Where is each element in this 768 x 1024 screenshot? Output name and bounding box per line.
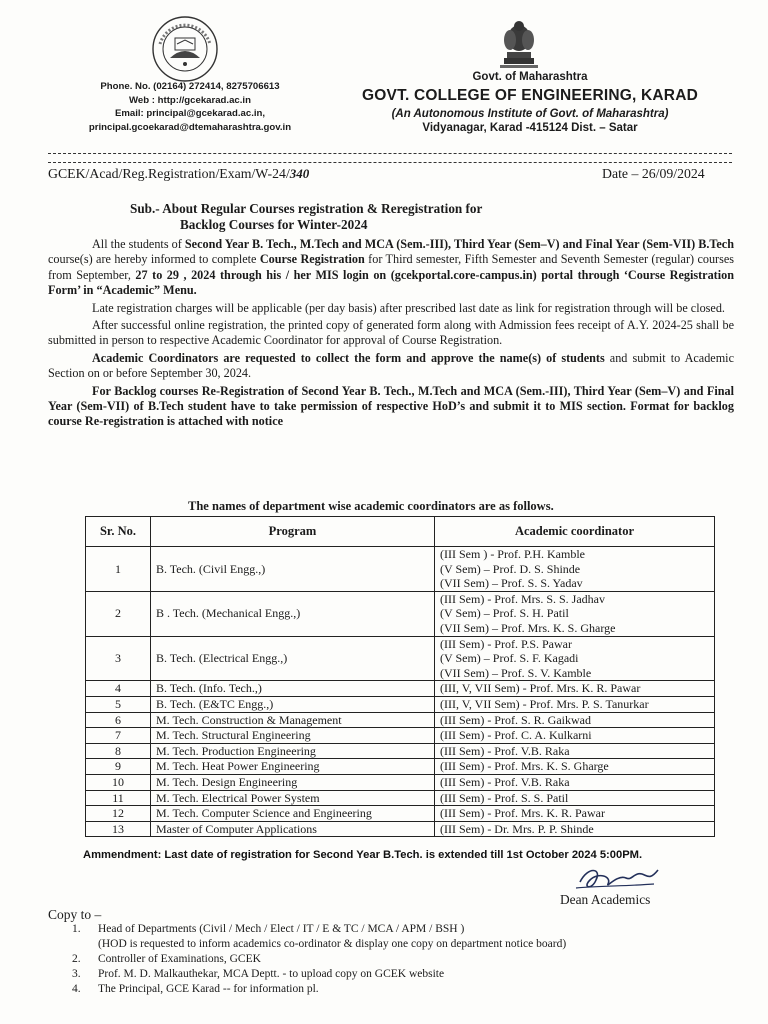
paragraph-5: For Backlog courses Re-Registration of Second Year B. Tech., M.Tech and MCA (Sem.-III), Third Year (Sem–V) and Final Year (Sem-VII) of B.Tech student have to take permission of respective HoD’s and submit it to MIS section. Format for backlog course Re-registration is attached with notice bbox=[48, 383, 734, 429]
table-row bbox=[86, 696, 715, 712]
table-row bbox=[86, 547, 715, 592]
paragraph-3: After successful online registration, the printed copy of generated form along with Admission fees receipt of A.Y. 2024-25 shall be submitted in person to respective Academic Coordinator for approval of Course Registration. bbox=[48, 318, 734, 348]
college-seal-logo bbox=[150, 14, 220, 84]
college-address: Vidyanagar, Karad -415124 Dist. – Satar bbox=[422, 122, 638, 134]
copy-to-list bbox=[72, 922, 566, 997]
signatory-title: Dean Academics bbox=[560, 892, 651, 907]
table-row bbox=[86, 759, 715, 775]
list-item: 3. Prof. M. D. Malkauthekar, MCA Deptt. - to upload copy on GCEK website bbox=[72, 968, 445, 980]
sr-no-cell: 4 bbox=[86, 681, 151, 697]
website-link[interactable]: Web : http://gcekarad.ac.in bbox=[129, 94, 251, 106]
paragraph-4: Academic Coordinators are requested to collect the form and approve the name(s) of students and submit to Academic Section on or before September 30, 2024. bbox=[48, 350, 734, 381]
contact-block bbox=[60, 80, 320, 134]
coordinator-line: (V Sem) – Prof. S. H. Patil bbox=[440, 606, 569, 621]
list-item-note: (HOD is requested to inform academics co-ordinator & display one copy on department notice board) bbox=[98, 938, 567, 950]
coordinator-line: (III, V, VII Sem) - Prof. Mrs. K. R. Pawar bbox=[440, 681, 641, 696]
table-row bbox=[86, 728, 715, 744]
sr-no-cell: 9 bbox=[86, 759, 151, 775]
table-row bbox=[86, 806, 715, 822]
coordinator-line: (III Sem) - Dr. Mrs. P. P. Shinde bbox=[440, 821, 594, 836]
subject-heading bbox=[130, 201, 482, 232]
program-cell: M. Tech. Electrical Power System bbox=[151, 790, 435, 806]
reference-number bbox=[48, 166, 309, 182]
table-row bbox=[86, 790, 715, 806]
header-coordinator: Academic coordinator bbox=[435, 517, 715, 547]
sr-no-cell: 13 bbox=[86, 821, 151, 837]
phone-number: Phone. No. (02164) 272414, 8275706613 bbox=[100, 81, 280, 92]
sr-no-cell: 12 bbox=[86, 806, 151, 822]
college-name: GOVT. COLLEGE OF ENGINEERING, KARAD bbox=[362, 87, 698, 104]
govt-label: Govt. of Maharashtra bbox=[472, 71, 588, 83]
table-row bbox=[86, 591, 715, 636]
coordinator-line: (III Sem) - Prof. V.B. Raka bbox=[440, 774, 570, 789]
coordinator-cell bbox=[435, 806, 715, 822]
state-emblem-logo bbox=[488, 14, 550, 70]
table-row bbox=[86, 743, 715, 759]
subject-line-2: Backlog Courses for Winter-2024 bbox=[180, 216, 368, 232]
coordinator-cell bbox=[435, 759, 715, 775]
table-row bbox=[86, 681, 715, 697]
program-cell: M. Tech. Design Engineering bbox=[151, 774, 435, 790]
program-cell: M. Tech. Production Engineering bbox=[151, 743, 435, 759]
table-row bbox=[86, 636, 715, 681]
sr-no-cell: 5 bbox=[86, 696, 151, 712]
coordinator-cell bbox=[435, 774, 715, 790]
coordinator-line: (III Sem) - Prof. Mrs. K. R. Pawar bbox=[440, 806, 605, 821]
coordinator-line: (III Sem ) - Prof. P.H. Kamble bbox=[440, 547, 585, 561]
paragraph-1: All the students of Second Year B. Tech., M.Tech and MCA (Sem.-III), Third Year (Sem–V) and Final Year (Sem-VII) B.Tech course(s) are hereby informed to complete Course Registration for Third semester, Fifth Semester and Seventh Semester (regular) courses from September, 27 to 29 , 2024 through his / her MIS login on (gcekportal.core-campus.in) portal through ‘Course Registration Form’ in “Academic” Menu. bbox=[48, 237, 734, 298]
autonomous-label: (An Autonomous Institute of Govt. of Maharashtra) bbox=[391, 108, 669, 120]
table-row bbox=[86, 712, 715, 728]
program-cell: B. Tech. (Info. Tech.,) bbox=[151, 681, 435, 697]
coordinator-line: (VII Sem) – Prof. Mrs. K. S. Gharge bbox=[440, 620, 616, 635]
header-sr-no: Sr. No. bbox=[86, 517, 151, 547]
program-cell: Master of Computer Applications bbox=[151, 821, 435, 837]
program-cell: M. Tech. Heat Power Engineering bbox=[151, 759, 435, 775]
sr-no-cell: 11 bbox=[86, 790, 151, 806]
program-cell: B. Tech. (Civil Engg.,) bbox=[151, 547, 435, 592]
notice-date: Date – 26/09/2024 bbox=[602, 166, 705, 181]
coordinator-line: (VII Sem) – Prof. S. S. Yadav bbox=[440, 576, 583, 591]
program-cell: B. Tech. (E&TC Engg.,) bbox=[151, 696, 435, 712]
letterhead bbox=[340, 71, 720, 134]
coordinator-line: (III Sem) - Prof. Mrs. S. S. Jadhav bbox=[440, 591, 605, 606]
header-program: Program bbox=[151, 517, 435, 547]
email-link[interactable]: Email: principal@gcekarad.ac.in, bbox=[114, 108, 266, 120]
coordinator-cell bbox=[435, 790, 715, 806]
program-cell: B . Tech. (Mechanical Engg.,) bbox=[151, 591, 435, 636]
coordinator-cell bbox=[435, 712, 715, 728]
coordinator-line: (III Sem) - Prof. V.B. Raka bbox=[440, 743, 570, 758]
coordinator-table bbox=[85, 516, 715, 837]
reference-prefix: GCEK/Acad/Reg.Registration/Exam/W-24/ bbox=[48, 166, 290, 181]
reference-handwritten-number: 340 bbox=[289, 166, 310, 181]
coordinator-line: (III, V, VII Sem) - Prof. Mrs. P. S. Tanurkar bbox=[440, 696, 649, 711]
table-row bbox=[86, 821, 715, 837]
list-item: 4. The Principal, GCE Karad -- for information pl. bbox=[72, 983, 319, 995]
sr-no-cell: 3 bbox=[86, 636, 151, 681]
table-header-row bbox=[86, 517, 715, 547]
coordinator-line: (V Sem) – Prof. D. S. Shinde bbox=[440, 561, 581, 576]
program-cell: M. Tech. Structural Engineering bbox=[151, 728, 435, 744]
paragraph-2: Late registration charges will be applicable (per day basis) after prescribed last date as link for registration through will be closed. bbox=[92, 300, 725, 315]
coordinator-cell bbox=[435, 591, 715, 636]
coordinator-line: (III Sem) - Prof. Mrs. K. S. Gharge bbox=[440, 759, 609, 774]
sr-no-cell: 1 bbox=[86, 547, 151, 592]
sr-no-cell: 6 bbox=[86, 712, 151, 728]
coordinator-line: (VII Sem) – Prof. S. V. Kamble bbox=[440, 665, 592, 680]
signature-icon bbox=[568, 862, 668, 896]
table-row bbox=[86, 774, 715, 790]
copy-to-label: Copy to – bbox=[48, 907, 102, 922]
list-item: 2. Controller of Examinations, GCEK bbox=[72, 953, 261, 965]
coordinator-cell bbox=[435, 547, 715, 592]
coordinator-line: (III Sem) - Prof. C. A. Kulkarni bbox=[440, 728, 592, 743]
sr-no-cell: 2 bbox=[86, 591, 151, 636]
list-item: 1. Head of Departments (Civil / Mech / Elect / IT / E & TC / MCA / APM / BSH ) bbox=[72, 923, 465, 935]
notice-body bbox=[48, 237, 734, 432]
sr-no-cell: 10 bbox=[86, 774, 151, 790]
table-body bbox=[86, 547, 715, 837]
coordinator-cell bbox=[435, 696, 715, 712]
program-cell: M. Tech. Computer Science and Engineering bbox=[151, 806, 435, 822]
coordinator-line: (III Sem) - Prof. S. S. Patil bbox=[440, 790, 569, 805]
coordinator-line: (III Sem) - Prof. S. R. Gaikwad bbox=[440, 712, 591, 727]
sr-no-cell: 7 bbox=[86, 728, 151, 744]
sr-no-cell: 8 bbox=[86, 743, 151, 759]
subject-line-1: Sub.- About Regular Courses registration & Reregistration for bbox=[130, 201, 483, 216]
coordinator-cell bbox=[435, 821, 715, 837]
coordinator-cell bbox=[435, 743, 715, 759]
program-cell: B. Tech. (Electrical Engg.,) bbox=[151, 636, 435, 681]
table-caption: The names of department wise academic coordinators are as follows. bbox=[188, 499, 554, 513]
header-divider bbox=[48, 153, 732, 163]
program-cell: M. Tech. Construction & Management bbox=[151, 712, 435, 728]
email-link-secondary[interactable]: principal.gcoekarad@dtemaharashtra.gov.in bbox=[88, 121, 292, 133]
coordinator-cell bbox=[435, 681, 715, 697]
amendment-note: Ammendment: Last date of registration for Second Year B.Tech. is extended till 1st October 2024 5:00PM. bbox=[83, 849, 643, 861]
coordinator-line: (V Sem) – Prof. S. F. Kagadi bbox=[440, 651, 579, 666]
coordinator-cell bbox=[435, 728, 715, 744]
coordinator-cell bbox=[435, 636, 715, 681]
coordinator-line: (III Sem) - Prof. P.S. Pawar bbox=[440, 636, 572, 651]
